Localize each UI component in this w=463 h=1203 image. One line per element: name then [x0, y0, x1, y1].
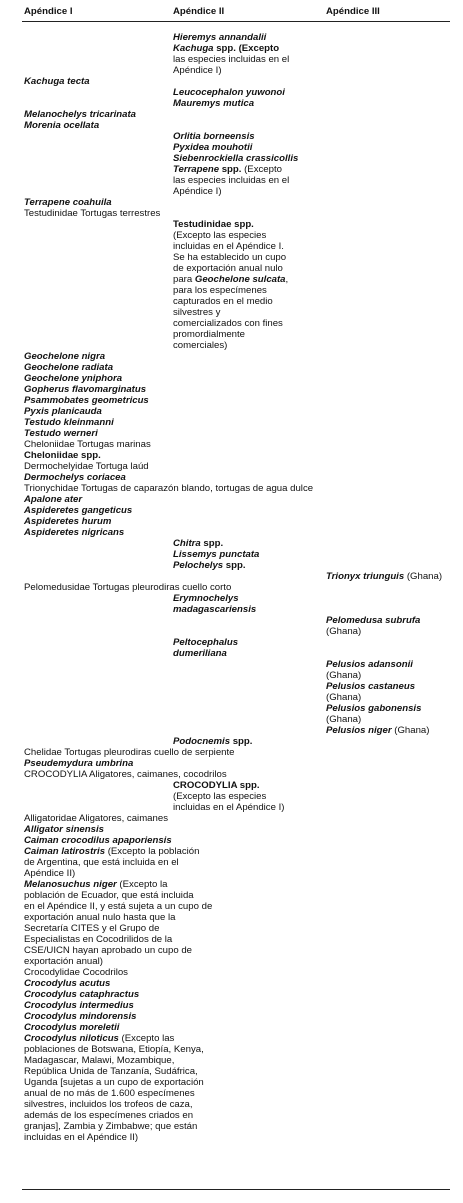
- entry-text: Pseudemydura umbrina: [24, 758, 134, 769]
- list-item: [24, 505, 132, 516]
- list-item: [326, 681, 415, 692]
- list-item: [24, 362, 113, 373]
- header-appendix-ii: Apéndice II: [173, 6, 225, 17]
- list-item: [173, 637, 238, 648]
- list-item: [24, 857, 179, 868]
- list-item: [24, 934, 172, 945]
- list-item: [24, 406, 102, 417]
- list-item: [24, 824, 104, 835]
- entry-text: Chelidae Tortugas pleurodiras cuello de serpiente: [24, 747, 235, 758]
- entry-text: CSE/UICN hayan aprobado un cupo de: [24, 945, 192, 956]
- entry-text: Caiman latirostris: [24, 846, 106, 857]
- list-item: [24, 395, 149, 406]
- list-item: [24, 384, 146, 395]
- list-item: [24, 76, 90, 87]
- list-item: [24, 428, 98, 439]
- list-item: [173, 274, 288, 285]
- list-item: [326, 725, 429, 736]
- entry-text: Testudinidae Tortugas terrestres: [24, 208, 161, 219]
- list-item: [24, 208, 160, 219]
- list-item: [326, 692, 361, 703]
- entry-text: Aspideretes nigricans: [24, 527, 125, 538]
- entry-text: además de los especímenes criados en: [24, 1110, 194, 1121]
- entry-text: Alligatoridae Aligatores, caimanes: [24, 813, 168, 824]
- list-item: [173, 186, 222, 197]
- list-item: [173, 296, 273, 307]
- entry-text: Testudo kleinmanni: [24, 417, 114, 428]
- entry-text: CROCODYLIA spp.: [173, 780, 260, 791]
- list-item: [24, 1033, 174, 1044]
- list-item: [173, 131, 255, 142]
- list-item: [173, 230, 266, 241]
- entry-text: silvestres y: [173, 307, 221, 318]
- header-appendix-iii: Apéndice III: [326, 6, 380, 17]
- entry-text: Podocnemis: [173, 736, 231, 747]
- list-item: [24, 978, 110, 989]
- entry-text: comercializados con fines: [173, 318, 283, 329]
- list-item: [24, 1077, 204, 1088]
- entry-text: spp.: [200, 538, 224, 549]
- header-appendix-i: Apéndice I: [24, 6, 73, 17]
- list-item: [24, 494, 82, 505]
- list-item: [173, 241, 284, 252]
- list-item: [24, 989, 139, 1000]
- list-item: [24, 868, 75, 879]
- list-item: [24, 846, 199, 857]
- entry-text: Caiman crocodilus apaporiensis: [24, 835, 172, 846]
- list-item: [173, 802, 284, 813]
- entry-text: Hieremys annandalii: [173, 32, 267, 43]
- entry-text: spp.: [230, 736, 253, 747]
- list-item: [173, 307, 220, 318]
- entry-text: Testudinidae spp.: [173, 219, 254, 230]
- list-item: [24, 758, 133, 769]
- entry-text: Pelusios niger: [326, 725, 392, 736]
- entry-text: Psammobates geometricus: [24, 395, 149, 406]
- entry-text: (Excepto las: [118, 1033, 175, 1044]
- list-item: [24, 450, 101, 461]
- entry-text: las especies incluidas en el: [173, 175, 290, 186]
- entry-text: Secretaría CITES y el Grupo de: [24, 923, 160, 934]
- entry-text: Pelochelys: [173, 560, 224, 571]
- list-item: [24, 923, 159, 934]
- entry-text: de Argentina, que está incluida en el: [24, 857, 179, 868]
- list-item: [173, 648, 227, 659]
- list-item: [24, 1132, 138, 1143]
- entry-text: (Excepto: [241, 164, 282, 175]
- list-item: [24, 1055, 174, 1066]
- entry-text: Crocodylus intermedius: [24, 1000, 134, 1011]
- entry-text: Cheloniidae spp.: [24, 450, 101, 461]
- list-item: [173, 329, 245, 340]
- entry-text: Se ha establecido un cupo: [173, 252, 287, 263]
- list-item: [24, 373, 122, 384]
- entry-text: Terrapene coahuila: [24, 197, 112, 208]
- entry-text: (Excepto la población: [105, 846, 200, 857]
- entry-text: anual de no más de 1.600 especímenes: [24, 1088, 195, 1099]
- list-item: [24, 516, 111, 527]
- entry-text: Alligator sinensis: [24, 824, 104, 835]
- entry-text: Geochelone sulcata: [194, 274, 286, 285]
- list-item: [173, 142, 252, 153]
- list-item: [24, 835, 172, 846]
- list-item: [24, 967, 128, 978]
- list-item: [24, 1099, 193, 1110]
- entry-text: Crocodylus cataphractus: [24, 989, 140, 1000]
- entry-text: (Ghana): [326, 626, 362, 637]
- list-item: [24, 582, 231, 593]
- list-item: [24, 769, 227, 780]
- list-item: [173, 340, 227, 351]
- entry-text: Testudo werneri: [24, 428, 98, 439]
- entry-text: Crocodylus niloticus: [24, 1033, 119, 1044]
- entry-text: población de Ecuador, que está incluida: [24, 890, 194, 901]
- entry-text: (Excepto la: [116, 879, 168, 890]
- entry-text: (Ghana): [326, 714, 362, 725]
- entry-text: Crocodylidae Cocodrilos: [24, 967, 128, 978]
- entry-text: Pelusios adansonii: [326, 659, 413, 670]
- entry-text: Pyxidea mouhotii: [173, 142, 253, 153]
- list-item: [173, 65, 222, 76]
- entry-text: spp.: [219, 164, 242, 175]
- entry-text: Dermochelyidae Tortuga laúd: [24, 461, 149, 472]
- entry-text: comerciales): [173, 340, 228, 351]
- entry-text: (Ghana): [404, 571, 443, 582]
- list-item: [173, 263, 283, 274]
- list-item: [24, 1121, 197, 1132]
- entry-text: Especialistas en Cocodrilidos de la: [24, 934, 173, 945]
- list-item: [24, 956, 103, 967]
- list-item: [173, 164, 282, 175]
- entry-text: (Ghana): [391, 725, 430, 736]
- entry-text: Melanosuchus niger: [24, 879, 117, 890]
- entry-text: silvestres, incluidos los trofeos de caza,: [24, 1099, 193, 1110]
- list-item: [24, 1022, 119, 1033]
- entry-text: Melanochelys tricarinata: [24, 109, 136, 120]
- entry-text: Lissemys punctata: [173, 549, 260, 560]
- list-item: [326, 615, 420, 626]
- list-item: [173, 32, 266, 43]
- entry-text: en el Apéndice II, y está sujeta a un cupo de: [24, 901, 213, 912]
- list-item: [24, 945, 192, 956]
- list-item: [24, 1066, 198, 1077]
- list-item: [326, 571, 442, 582]
- entry-text: Pelomedusa subrufa: [326, 615, 421, 626]
- entry-text: Geochelone radiata: [24, 362, 114, 373]
- entry-text: Crocodylus acutus: [24, 978, 111, 989]
- list-item: [173, 549, 259, 560]
- entry-text: incluidas en el Apéndice I): [173, 802, 285, 813]
- list-item: [24, 1000, 134, 1011]
- entry-text: Dermochelys coriacea: [24, 472, 126, 483]
- list-item: [173, 538, 223, 549]
- entry-text: (Ghana): [326, 670, 362, 681]
- bottom-rule: [22, 1189, 450, 1190]
- list-item: [24, 472, 126, 483]
- entry-text: Apéndice I): [173, 186, 222, 197]
- list-item: [24, 527, 124, 538]
- list-item: [24, 120, 99, 131]
- list-item: [24, 1110, 193, 1121]
- entry-text: Pelusios castaneus: [326, 681, 416, 692]
- entry-text: para los especímenes: [173, 285, 267, 296]
- entry-text: Mauremys mutica: [173, 98, 255, 109]
- entry-text: Geochelone yniphora: [24, 373, 123, 384]
- entry-text: Erymnochelys: [173, 593, 239, 604]
- entry-text: Morenia ocellata: [24, 120, 100, 131]
- entry-text: Gopherus flavomarginatus: [24, 384, 147, 395]
- entry-text: Aspideretes gangeticus: [24, 505, 133, 516]
- entry-text: de exportación anual nulo: [173, 263, 283, 274]
- entry-text: CROCODYLIA Aligatores, caimanes, cocodrilos: [24, 769, 227, 780]
- list-item: [173, 252, 286, 263]
- entry-text: Crocodylus moreletii: [24, 1022, 120, 1033]
- list-item: [24, 1044, 204, 1055]
- entry-text: Apalone ater: [24, 494, 83, 505]
- entry-text: Geochelone nigra: [24, 351, 106, 362]
- entry-text: poblaciones de Botswana, Etiopía, Kenya,: [24, 1044, 204, 1055]
- list-item: [24, 351, 105, 362]
- entry-text: madagascariensis: [173, 604, 257, 615]
- entry-text: Siebenrockiella crassicollis: [173, 153, 299, 164]
- entry-text: Pelusios gabonensis: [326, 703, 422, 714]
- entry-text: (Ghana): [326, 692, 362, 703]
- entry-text: exportación anual): [24, 956, 103, 967]
- entry-text: Trionychidae Tortugas de caparazón blando, tortugas de agua dulce: [24, 483, 314, 494]
- list-item: [326, 670, 361, 681]
- entry-text: las especies incluidas en el: [173, 54, 290, 65]
- entry-text: Terrapene: [173, 164, 220, 175]
- entry-text: exportación anual nulo hasta que la: [24, 912, 176, 923]
- list-item: [173, 87, 285, 98]
- list-item: [173, 285, 267, 296]
- list-item: [173, 54, 289, 65]
- entry-text: para: [173, 274, 195, 285]
- entry-text: dumeriliana: [173, 648, 227, 659]
- entry-text: Pelomedusidae Tortugas pleurodiras cuello corto: [24, 582, 232, 593]
- entry-text: Leucocephalon yuwonoi: [173, 87, 285, 98]
- entry-text: spp. (Excepto: [213, 43, 280, 54]
- list-item: [173, 560, 246, 571]
- list-item: [173, 153, 298, 164]
- list-item: [173, 43, 279, 54]
- entry-text: República Unida de Tanzanía, Sudáfrica,: [24, 1066, 198, 1077]
- list-item: [24, 417, 114, 428]
- entry-text: Peltocephalus: [173, 637, 239, 648]
- list-item: [173, 318, 283, 329]
- list-item: [24, 747, 235, 758]
- entry-text: Apéndice II): [24, 868, 76, 879]
- list-item: [326, 659, 413, 670]
- entry-text: (Excepto las especies: [173, 230, 267, 241]
- entry-text: Cheloniidae Tortugas marinas: [24, 439, 151, 450]
- list-item: [173, 791, 266, 802]
- entry-text: Pyxis planicauda: [24, 406, 102, 417]
- entry-text: Apéndice I): [173, 65, 222, 76]
- list-item: [24, 1088, 195, 1099]
- list-item: [24, 461, 149, 472]
- entry-text: Kachuga: [173, 43, 214, 54]
- entry-text: capturados en el medio: [173, 296, 273, 307]
- list-item: [24, 483, 313, 494]
- entry-text: Orlitia borneensis: [173, 131, 255, 142]
- entry-text: Chitra: [173, 538, 201, 549]
- list-item: [24, 813, 168, 824]
- entry-text: spp.: [223, 560, 246, 571]
- entry-text: ,: [285, 274, 289, 285]
- entry-text: granjas], Zambia y Zimbabwe; que están: [24, 1121, 198, 1132]
- list-item: [24, 901, 212, 912]
- entry-text: Madagascar, Malawi, Mozambique,: [24, 1055, 175, 1066]
- entry-text: Uganda [sujetas a un cupo de exportación: [24, 1077, 204, 1088]
- entry-text: Aspideretes hurum: [24, 516, 112, 527]
- list-item: [173, 219, 254, 230]
- entry-text: incluidas en el Apéndice I.: [173, 241, 284, 252]
- list-item: [173, 604, 256, 615]
- list-item: [173, 780, 260, 791]
- header-rule: [22, 21, 450, 22]
- list-item: [326, 714, 361, 725]
- list-item: [173, 736, 252, 747]
- entry-text: Trionyx triunguis: [326, 571, 405, 582]
- list-item: [24, 890, 194, 901]
- list-item: [24, 879, 167, 890]
- entry-text: promordialmente: [173, 329, 245, 340]
- list-item: [24, 1011, 136, 1022]
- list-item: [326, 626, 361, 637]
- entry-text: Kachuga tecta: [24, 76, 90, 87]
- list-item: [24, 912, 175, 923]
- list-item: [24, 197, 112, 208]
- list-item: [24, 109, 136, 120]
- entry-text: Crocodylus mindorensis: [24, 1011, 137, 1022]
- list-item: [173, 175, 289, 186]
- list-item: [173, 98, 254, 109]
- entry-text: incluidas en el Apéndice II): [24, 1132, 139, 1143]
- list-item: [24, 439, 151, 450]
- entry-text: (Excepto las especies: [173, 791, 267, 802]
- list-item: [326, 703, 421, 714]
- list-item: [173, 593, 239, 604]
